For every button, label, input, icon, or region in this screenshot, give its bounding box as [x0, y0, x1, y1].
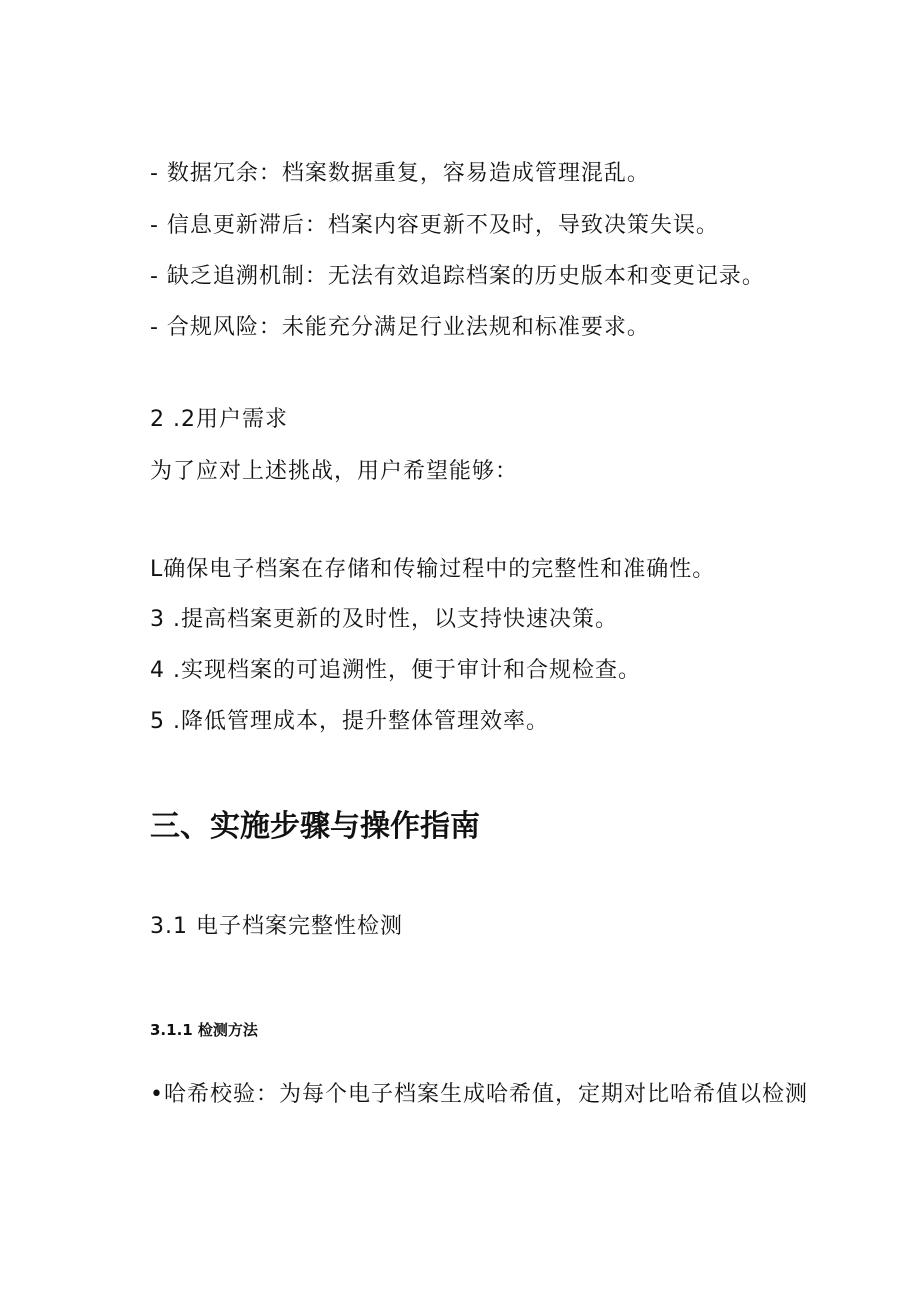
- challenge-item-traceability: - 缺乏追溯机制：无法有效追踪档案的历史版本和变更记录。: [150, 264, 765, 289]
- user-need-item-cost: 5 .降低管理成本，提升整体管理效率。: [150, 709, 549, 734]
- user-need-item-traceability: 4 .实现档案的可追溯性，便于审计和合规检查。: [150, 658, 641, 683]
- bullet-hash-verification: •哈希校验：为每个电子档案生成哈希值，定期对比哈希值以检测: [150, 1082, 808, 1107]
- chapter-heading-implementation: 三、实施步骤与操作指南: [150, 809, 480, 844]
- user-need-item-timeliness: 3 .提高档案更新的及时性，以支持快速决策。: [150, 607, 618, 632]
- subsection-heading-detection-method: 3.1.1 检测方法: [150, 1021, 258, 1039]
- user-need-item-integrity: L确保电子档案在存储和传输过程中的完整性和准确性。: [150, 557, 716, 582]
- challenge-item-data-redundancy: - 数据冗余：档案数据重复，容易造成管理混乱。: [150, 161, 650, 186]
- challenge-item-update-lag: - 信息更新滞后：档案内容更新不及时，导致决策失误。: [150, 213, 719, 238]
- user-needs-intro: 为了应对上述挑战，用户希望能够：: [150, 459, 519, 484]
- challenge-item-compliance: - 合规风险：未能充分满足行业法规和标准要求。: [150, 315, 650, 340]
- section-heading-integrity-check: 3.1 电子档案完整性检测: [150, 914, 403, 939]
- section-heading-user-needs: 2 .2用户需求: [150, 407, 288, 432]
